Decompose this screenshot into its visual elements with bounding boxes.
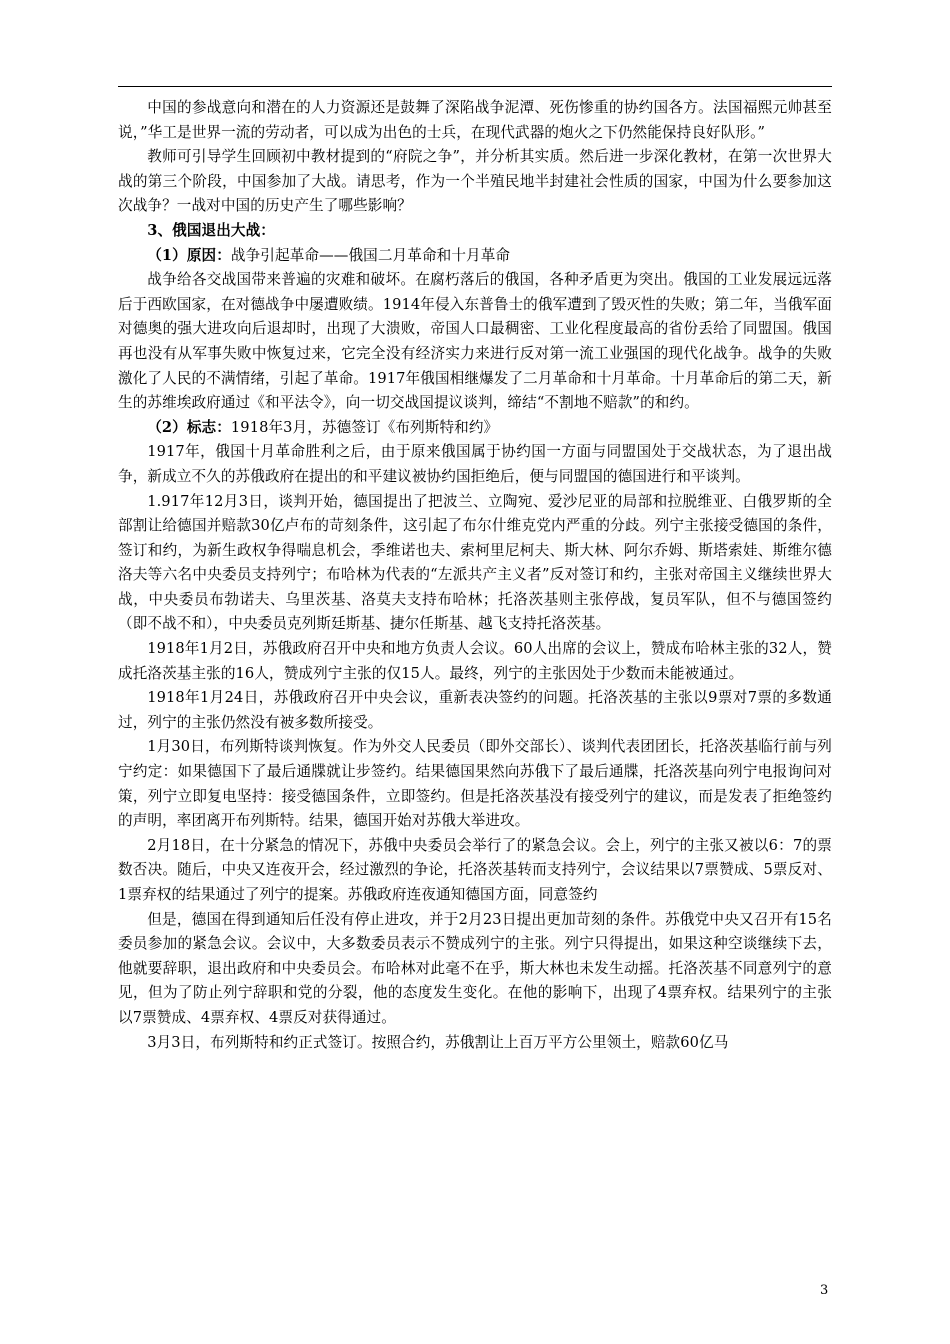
paragraph: 1918年1月2日，苏俄政府召开中央和地方负责人会议。60人出席的会议上，赞成布哈林主张的32人，赞成托洛茨基主张的16人，赞成列宁主张的仅15人。最终，列宁的主张因处于少数而未能被通过。 <box>118 640 832 682</box>
subheading-mark <box>118 416 832 441</box>
paragraph: 中国的参战意向和潜在的人力资源还是鼓舞了深陷战争泥潭、死伤惨重的协约国各方。法国福熙元帅甚至说，”华工是世界一流的劳动者，可以成为出色的士兵，在现代武器的炮火之下仍然能保持良好队形。” <box>118 99 832 141</box>
paragraph: 战争给各交战国带来普遍的灾难和破坏。在腐朽落后的俄国，各种矛盾更为突出。俄国的工业发展远远落后于西欧国家，在对德战争中屡遭败绩。1914年侵入东普鲁士的俄军遭到了毁灭性的失败；第二年，当俄军面对德奥的强大进攻向后退却时，出现了大溃败，帝国人口最稠密、工业化程度最高的省份丢给了同盟国。俄国再也没有从军事失败中恢复过来，它完全没有经济实力来进行反对第一流工业强国的现代化战争。战争的失败激化了人民的不满情绪，引起了革命。1917年俄国相继爆发了二月革命和十月革命。十月革命后的第二天，新生的苏维埃政府通过《和平法令》，向一切交战国提议谈判，缔结“不割地不赔款”的和约。 <box>118 271 832 412</box>
subheading-label: （2）标志： <box>147 418 231 436</box>
subheading-text: 1918年3月，苏德签订《布列斯特和约》 <box>230 418 499 436</box>
subheading-label: （1）原因： <box>147 246 231 264</box>
page-number: 3 <box>820 1283 829 1298</box>
document-body <box>118 96 832 1055</box>
header-rule <box>118 86 832 87</box>
paragraph: 1917年，俄国十月革命胜利之后，由于原来俄国属于协约国一方面与同盟国处于交战状态，为了退出战争，新成立不久的苏俄政府在提出的和平建议被协约国拒绝后，便与同盟国的德国进行和平谈判。 <box>118 443 832 485</box>
paragraph: 3月3日，布列斯特和约正式签订。按照合约，苏俄割让上百万平方公里领土，赔款60亿马 <box>147 1033 729 1051</box>
section-heading: 3、俄国退出大战： <box>147 221 275 239</box>
paragraph: 2月18日，在十分紧急的情况下，苏俄中央委员会举行了的紧急会议。会上，列宁的主张又被以6：7的票数否决。随后，中央又连夜开会，经过激烈的争论，托洛茨基转而支持列宁，会议结果以7票赞成、5票反对、1票弃权的结果通过了列宁的提案。苏俄政府连夜通知德国方面，同意签约 <box>118 836 832 903</box>
paragraph: 1.917年12月3日，谈判开始，德国提出了把波兰、立陶宛、爱沙尼亚的局部和拉脱维亚、白俄罗斯的全部割让给德国并赔款30亿卢布的苛刻条件，这引起了布尔什维克党内严重的分歧。列宁主张接受德国的条件，签订和约，为新生政权争得喘息机会，季维诺也夫、索柯里尼柯夫、斯大林、阿尔乔姆、斯塔索娃、斯维尔德洛夫等六名中央委员支持列宁；布哈林为代表的“左派共产主义者”反对签订和约，主张对帝国主义继续世界大战，中央委员布勃诺夫、乌里茨基、洛莫夫支持布哈林；托洛茨基则主张停战，复员军队，但不与德国签约（即不战不和），中央委员克列斯廷斯基、捷尔任斯基、越飞支持托洛茨基。 <box>118 492 832 633</box>
paragraph: 教师可引导学生回顾初中教材提到的“府院之争”，并分析其实质。然后进一步深化教材，在第一次世界大战的第三个阶段，中国参加了大战。请思考，作为一个半殖民地半封建社会性质的国家，中国为什么要参加这次战争？一战对中国的历史产生了哪些影响？ <box>118 148 832 215</box>
subheading-cause <box>118 244 832 269</box>
paragraph: 但是，德国在得到通知后任没有停止进攻，并于2月23日提出更加苛刻的条件。苏俄党中央又召开有15名委员参加的紧急会议。会议中，大多数委员表示不赞成列宁的主张。列宁只得提出，如果这种空谈继续下去，他就要辞职，退出政府和中央委员会。布哈林对此毫不在乎，斯大林也未发生动摇。托洛茨基不同意列宁的意见，但为了防止列宁辞职和党的分裂，他的态度发生变化。在他的影响下，出现了4票弃权。结果列宁的主张以7票赞成、4票弃权、4票反对获得通过。 <box>118 910 832 1026</box>
paragraph: 1月30日，布列斯特谈判恢复。作为外交人民委员（即外交部长）、谈判代表团团长，托洛茨基临行前与列宁约定：如果德国下了最后通牒就让步签约。结果德国果然向苏俄下了最后通牒，托洛茨基向列宁电报询问对策，列宁立即复电坚持：接受德国条件，立即签约。但是托洛茨基没有接受列宁的建议，而是发表了拒绝签约的声明，率团离开布列斯特。结果，德国开始对苏俄大举进攻。 <box>118 738 832 830</box>
subheading-text: 战争引起革命——俄国二月革命和十月革命 <box>230 246 511 264</box>
paragraph: 1918年1月24日，苏俄政府召开中央会议，重新表决签约的问题。托洛茨基的主张以9票对7票的多数通过，列宁的主张仍然没有被多数所接受。 <box>118 689 832 731</box>
